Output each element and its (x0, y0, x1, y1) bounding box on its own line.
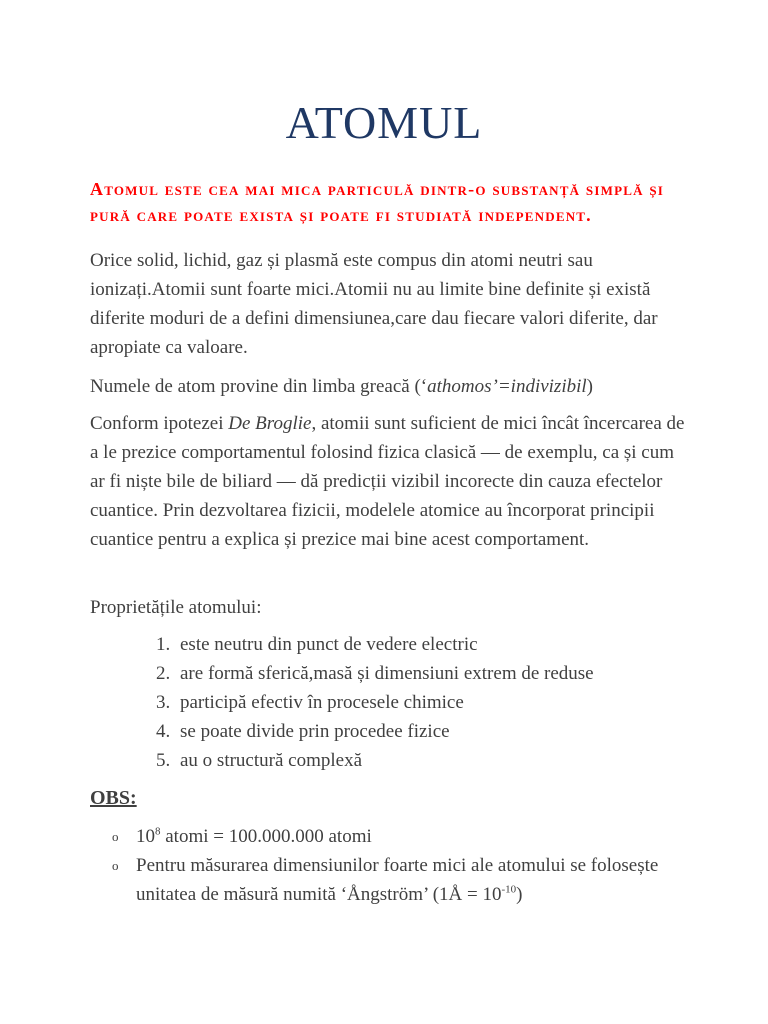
list-item (150, 659, 710, 688)
angstrom-exponent: -10 (501, 883, 517, 896)
list-item-text: se poate divide prin procedee fizice (180, 721, 450, 742)
list-item (112, 822, 692, 851)
obs-item-text: Pentru măsurarea dimensiunilor foarte mici ale atomului se folosește unitatea de măsură numită ‘Ångström’ (1Å = 10 (136, 855, 659, 905)
list-item (150, 717, 710, 746)
power-base: 10 (136, 826, 155, 847)
etymology-close: ) (586, 376, 593, 397)
definition-highlight: Atomul este cea mai mica particulă dintr-o substanță simplă și pură care poate exista și poate fi studiată independent. (90, 179, 665, 225)
obs-item-text: atomi = 100.000.000 atomi (160, 826, 372, 847)
obs-heading: OBS: (90, 787, 137, 809)
list-number: 5. (156, 750, 171, 771)
list-item-text: are formă sferică,masă și dimensiuni extrem de reduse (180, 663, 594, 684)
circle-bullet-icon: o (112, 858, 119, 873)
properties-list (150, 630, 710, 775)
list-item (150, 688, 710, 717)
circle-bullet-icon: o (112, 829, 119, 844)
list-item-text: este neutru din punct de vedere electric (180, 634, 478, 655)
list-item-text: participă efectiv în procesele chimice (180, 692, 464, 713)
paragraph-de-broglie (90, 409, 690, 554)
obs-list (112, 822, 692, 909)
list-number: 3. (156, 692, 171, 713)
list-item-text: au o structură complexă (180, 750, 363, 771)
list-item (150, 630, 710, 659)
power-exponent: 8 (155, 825, 161, 838)
list-item (150, 746, 710, 775)
etymology-italic: athomos’=indivizibil (427, 376, 587, 397)
document-title: ATOMUL (285, 97, 483, 148)
paragraph-composition: Orice solid, lichid, gaz și plasmă este compus din atomi neutri sau ionizați.Atomii sunt foarte mici.Atomii nu au limite bine definite și există diferite moduri de a defini dimensiunea,care dau fiecare valori diferite, dar apropiate ca valoare. (90, 250, 658, 358)
obs-item-close: ) (516, 884, 523, 905)
de-broglie-text: , atomii sunt suficient de mici încât încercarea de a le prezice comportamentul folosind fizica clasică — de exemplu, ca și cum ar fi niște bile de biliard — dă predicții vizibil incorecte din cauza efectelor cuantice. Prin dezvoltarea fizicii, modelele atomice au încorporat principii cuantice pentru a explica și prezice mai bine acest comportament. (90, 413, 685, 550)
paragraph-etymology (90, 372, 690, 401)
list-item (112, 851, 692, 909)
list-number: 4. (156, 721, 171, 742)
properties-heading: Proprietățile atomului: (90, 597, 262, 618)
etymology-text: Numele de atom provine din limba greacă (‘ (90, 376, 428, 397)
list-number: 1. (156, 634, 171, 655)
de-broglie-name: De Broglie (228, 413, 312, 434)
list-number: 2. (156, 663, 171, 684)
de-broglie-intro: Conform ipotezei (90, 413, 229, 434)
